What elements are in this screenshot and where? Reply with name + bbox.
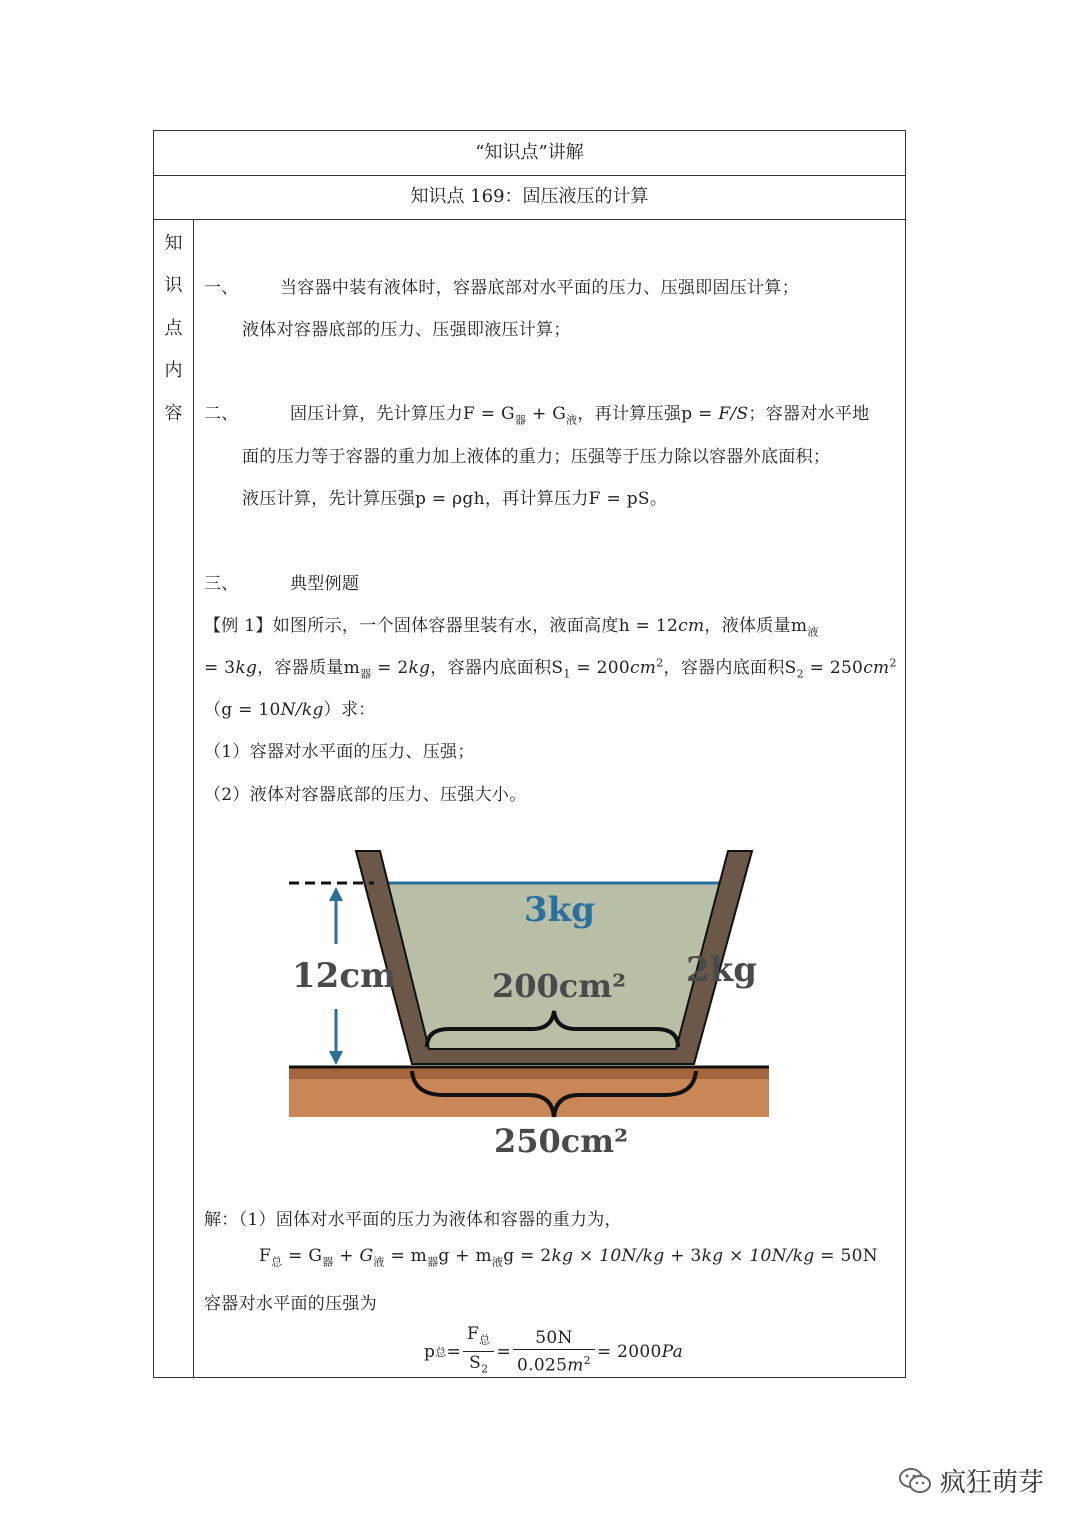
liquid-mass-label: 3kg <box>524 890 595 930</box>
section1-line1 <box>204 273 799 298</box>
symbol: S <box>469 1353 482 1374</box>
superscript: 2 <box>583 1354 591 1368</box>
subscript: 液 <box>807 625 819 639</box>
equation-text: = 50N <box>814 1246 878 1266</box>
question-1: （1）容器对水平面的压力、压强； <box>204 742 475 762</box>
example-text: ）求： <box>323 700 376 720</box>
side-label-char: 识 <box>164 275 183 296</box>
equation-text: = 2000 <box>596 1341 662 1362</box>
subscript: 液 <box>566 413 578 427</box>
side-label-char: 知 <box>164 233 183 254</box>
watermark <box>898 1462 1044 1499</box>
content-area <box>194 219 905 1377</box>
unit: cm <box>863 658 890 678</box>
subscript: 2 <box>796 667 804 681</box>
table-title: “知识点”讲解 <box>154 131 905 176</box>
equation-text: + <box>333 1246 360 1266</box>
section1-line2: 液体对容器底部的压力、压强即液压计算； <box>242 320 571 340</box>
subscript: 液 <box>491 1255 504 1269</box>
unit: Pa <box>661 1341 684 1362</box>
subscript: 器 <box>360 667 372 681</box>
container-mass-label: 2kg <box>686 950 757 990</box>
section3-number: 三、 <box>204 574 239 594</box>
superscript: 2 <box>889 656 897 670</box>
side-label-char: 点 <box>164 318 183 339</box>
formula-fraction: F/S <box>718 404 749 424</box>
example-text: ，容器内底面积S <box>663 658 797 678</box>
equation-text: = m <box>384 1246 428 1266</box>
pressure-intro: 容器对水平面的压强为 <box>204 1294 377 1314</box>
subscript: 1 <box>563 667 571 681</box>
example-line3 <box>204 695 376 720</box>
example-text: = 200 <box>570 658 630 678</box>
subscript: 总 <box>479 1333 491 1347</box>
unit: kg <box>408 658 431 678</box>
unit: N/kg <box>771 1246 815 1266</box>
example-text: 【例 1】如图所示，一个固体容器里装有水，液面高度h = 12 <box>204 616 679 636</box>
solution-intro: 解：（1）固体对水平面的压力为液体和容器的重力为， <box>204 1210 622 1230</box>
unit: m <box>567 1355 584 1376</box>
question-2: （2）液体对容器底部的压力、压强大小。 <box>204 785 527 805</box>
side-label-column <box>154 219 194 1377</box>
unit: N/kg <box>280 700 324 720</box>
symbol: F <box>467 1324 480 1344</box>
subscript: 器 <box>322 1255 334 1269</box>
arrow-head-up-icon <box>329 887 343 901</box>
subscript: 液 <box>373 1255 385 1269</box>
example-text: ，容器内底面积S <box>430 658 564 678</box>
pressure-equation <box>424 1323 683 1381</box>
symbol: F <box>259 1246 272 1266</box>
knowledge-table <box>153 130 906 1378</box>
unit: kg <box>235 658 258 678</box>
height-label: 12cm <box>292 956 396 996</box>
equation-text: g = 2 <box>503 1246 552 1266</box>
watermark-text: 疯狂萌芽 <box>939 1468 1044 1498</box>
equation-text: kg × 10 <box>551 1246 622 1266</box>
equation-text: = G <box>282 1246 323 1266</box>
subscript: 总 <box>271 1255 283 1269</box>
section2-line1 <box>204 399 870 427</box>
example-text: ，液体质量m <box>704 616 808 636</box>
side-label-char: 容 <box>164 403 183 424</box>
table-subtitle: 知识点 169：固压液压的计算 <box>154 175 905 220</box>
example-text: = 3 <box>204 658 236 678</box>
symbol: G <box>359 1246 374 1266</box>
section1-text: 当容器中装有液体时，容器底部对水平面的压力、压强即固压计算； <box>280 278 799 298</box>
unit: cm <box>678 616 705 636</box>
example-line2 <box>204 653 897 681</box>
section2-text: 固压计算，先计算压力F = G <box>290 404 515 424</box>
outer-area-label: 250cm² <box>494 1122 629 1160</box>
example-text: = 250 <box>803 658 864 678</box>
example-text: （g = 10 <box>204 700 281 720</box>
section2-text: ，再计算压强p = <box>577 404 719 424</box>
example-text: ，容器质量m <box>257 658 361 678</box>
section2-line2: 面的压力等于容器的重力加上液体的重力；压强等于压力除以容器外底面积； <box>242 447 831 467</box>
section3-title: 典型例题 <box>290 574 360 594</box>
section3-heading <box>204 569 359 594</box>
fraction-force-area <box>463 1323 494 1381</box>
arrow-head-down-icon <box>329 1051 343 1065</box>
section2-text: ；容器对水平地 <box>748 404 870 424</box>
subscript: 器 <box>427 1255 439 1269</box>
superscript: 2 <box>656 656 664 670</box>
inner-area-label: 200cm² <box>492 967 627 1005</box>
subscript: 2 <box>481 1362 489 1376</box>
unit: cm <box>629 658 657 678</box>
denominator: 0.025 <box>517 1355 568 1376</box>
numerator: 50N <box>513 1327 595 1350</box>
section2-number: 二、 <box>204 404 239 424</box>
equation-text: = <box>446 1341 462 1362</box>
section2-text: + G <box>526 404 567 424</box>
equation-text: + 3 <box>664 1246 702 1266</box>
section1-number: 一、 <box>204 278 239 298</box>
unit: N/kg <box>621 1246 665 1266</box>
section2-line3: 液压计算，先计算压强p = ρgh，再计算压力F = pS。 <box>242 489 668 509</box>
symbol: p <box>424 1341 436 1362</box>
subscript: 器 <box>514 413 527 427</box>
example-text: = 2 <box>371 658 409 678</box>
subscript: 总 <box>435 1345 447 1359</box>
container-diagram <box>284 849 804 1169</box>
equation-text: kg × 10 <box>701 1246 772 1266</box>
equation-text: g + m <box>438 1246 492 1266</box>
wechat-icon <box>898 1467 932 1495</box>
side-label-char: 内 <box>164 360 183 381</box>
example-line1 <box>204 611 819 639</box>
equation-text: = <box>496 1341 512 1362</box>
fraction-values <box>513 1327 595 1377</box>
force-equation <box>259 1246 878 1269</box>
